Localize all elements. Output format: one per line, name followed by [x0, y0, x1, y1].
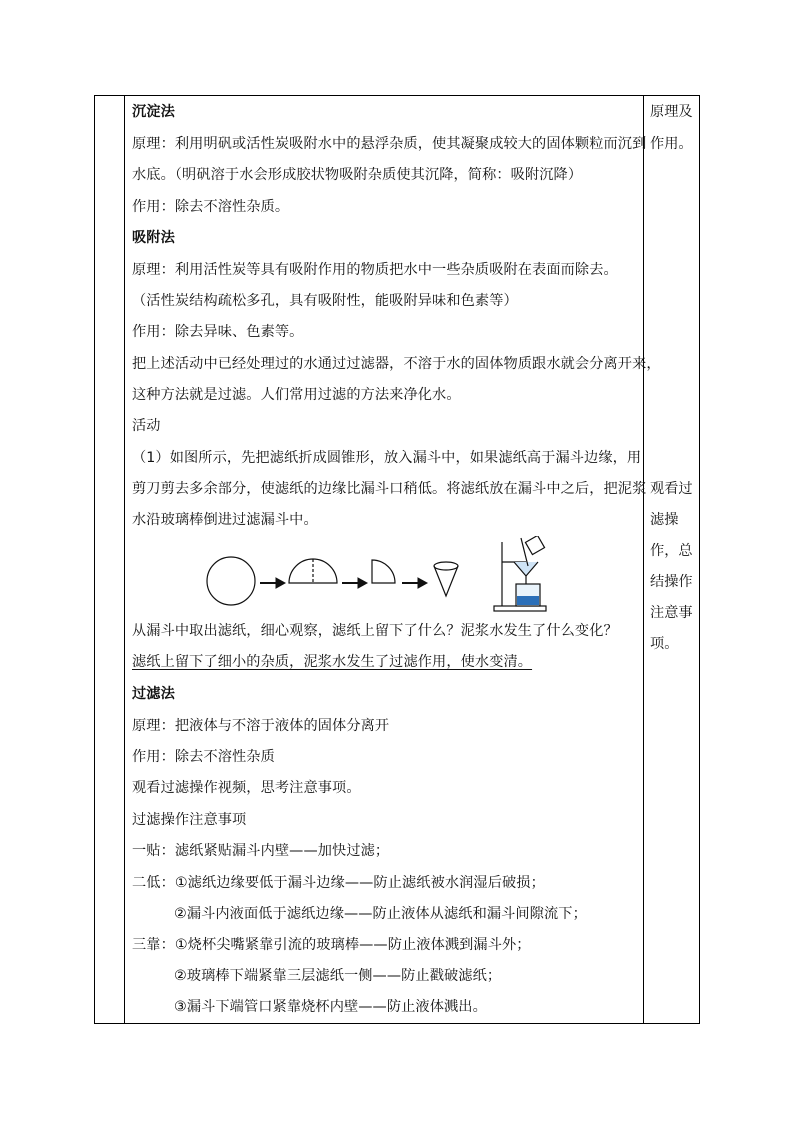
text-line: 一贴：滤纸紧贴漏斗内壁——加快过滤；: [132, 843, 390, 859]
arrow-icon: [342, 578, 367, 588]
answer-line: 滤纸上留下了细小的杂质，泥浆水发生了过滤作用，使水变清。: [132, 654, 533, 670]
note-line: 原理及: [650, 104, 693, 120]
text-line: 作用：除去不溶性杂质。: [132, 199, 290, 215]
text-line: 剪刀剪去多余部分，使滤纸的边缘比漏斗口稍低。将滤纸放在漏斗中之后，把泥浆: [132, 481, 647, 497]
arrow-icon: [260, 578, 285, 588]
text-line: 原理：利用明矾或活性炭吸附水中的悬浮杂质，使其凝聚成较大的固体颗粒而沉到: [132, 136, 647, 152]
note-line: 注意事: [650, 605, 693, 621]
circle-filter-paper: [207, 557, 255, 605]
note-line: 作，总: [650, 543, 693, 559]
text-line: 过滤操作注意事项: [132, 812, 247, 828]
text-line: 三靠：①烧杯尖嘴紧靠引流的玻璃棒——防止液体溅到漏斗外；: [132, 937, 531, 953]
text-line: ②漏斗内液面低于滤纸边缘——防止液体从滤纸和漏斗间隙流下；: [174, 906, 587, 922]
cone-paper: [434, 562, 458, 596]
question-line: 从漏斗中取出滤纸，细心观察，滤纸上留下了什么？泥浆水发生了什么变化？: [132, 623, 618, 639]
text-line: （1）如图所示，先把滤纸折成圆锥形，放入漏斗中，如果滤纸高于漏斗边缘，用: [132, 450, 642, 466]
filter-paper-folding-figure: [206, 536, 566, 616]
heading-filtration: 过滤法: [132, 686, 175, 702]
heading-adsorption: 吸附法: [132, 230, 175, 246]
text-line: 水沿玻璃棒倒进过滤漏斗中。: [132, 512, 318, 528]
activity-label: 活动: [132, 418, 161, 434]
text-line: 水底。（明矾溶于水会形成胶状物吸附杂质使其沉降，简称：吸附沉降）: [132, 167, 583, 183]
column-divider: [643, 96, 644, 1023]
column-divider: [124, 96, 125, 1023]
text-line: ③漏斗下端管口紧靠烧杯内壁——防止液体溅出。: [174, 999, 487, 1015]
filtration-apparatus: [494, 536, 546, 611]
note-line: 结操作: [650, 574, 693, 590]
note-line: 作用。: [650, 136, 693, 152]
text-line: ②玻璃棒下端紧靠三层滤纸一侧——防止戳破滤纸；: [174, 968, 502, 984]
text-line: 作用：除去不溶性杂质: [132, 749, 275, 765]
note-line: 观看过: [650, 481, 693, 497]
note-line: 滤操: [650, 512, 679, 528]
arrow-icon: [402, 578, 427, 588]
text-line: 原理：利用活性炭等具有吸附作用的物质把水中一些杂质吸附在表面而除去。: [132, 262, 618, 278]
text-line: 原理：把液体与不溶于液体的固体分离开: [132, 718, 390, 734]
heading-sedimentation: 沉淀法: [132, 104, 175, 120]
text-line: 把上述活动中已经处理过的水通过过滤器，不溶于水的固体物质跟水就会分离开来，: [132, 356, 661, 372]
quarter-folded-paper: [372, 560, 395, 583]
text-line: 作用：除去异味、色素等。: [132, 324, 304, 340]
text-line: 观看过滤操作视频，思考注意事项。: [132, 780, 361, 796]
text-line: （活性炭结构疏松多孔，具有吸附性，能吸附异味和色素等）: [132, 293, 518, 309]
text-line: 这种方法就是过滤。人们常用过滤的方法来净化水。: [132, 387, 461, 403]
lesson-table: [94, 95, 700, 1024]
text-line: 二低：①滤纸边缘要低于漏斗边缘——防止滤纸被水润湿后破损；: [132, 875, 545, 891]
half-folded-paper: [289, 559, 337, 583]
note-line: 项。: [650, 636, 679, 652]
